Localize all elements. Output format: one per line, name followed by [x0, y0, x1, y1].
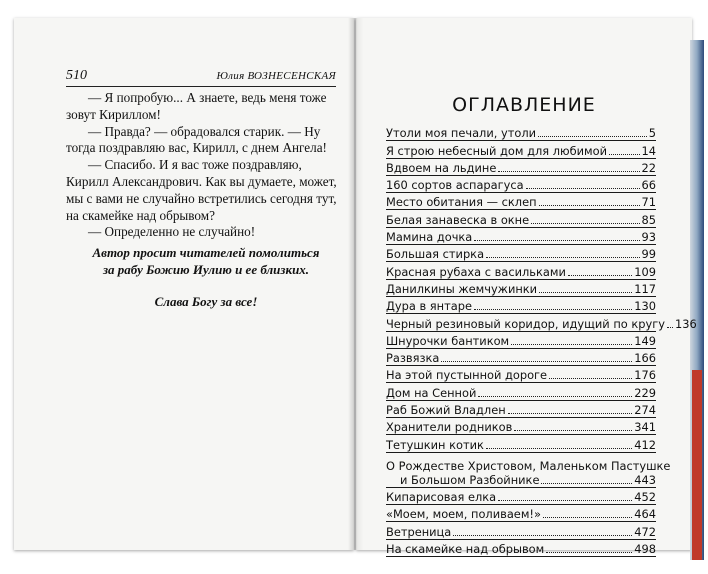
toc-entry — [386, 505, 656, 522]
toc-leader-dots — [508, 413, 633, 414]
toc-entry-title: Кипарисовая елка — [386, 489, 497, 504]
toc-entry — [386, 159, 656, 176]
story-ending-text — [66, 90, 346, 241]
toc-page-number: 109 — [634, 264, 656, 279]
toc-entry — [386, 141, 656, 158]
toc-entry-title: Шнурочки бантиком — [386, 333, 510, 348]
paragraph: — Правда? — обрадовался старик. — Ну тогда поздравляю вас, Кирилл, с днем Ангела! — [66, 123, 327, 156]
toc-page-number: 341 — [634, 420, 656, 435]
toc-leader-dots — [549, 378, 632, 379]
prayer-request — [66, 244, 346, 278]
toc-entry — [386, 366, 656, 383]
toc-entry — [386, 435, 656, 452]
toc-title: ОГЛАВЛЕНИЕ — [452, 94, 596, 116]
paragraph: — Спасибо. И я вас тоже поздравляю, Кирилл Александрович. Как вы думаете, может, мы с вами не случайно встретились сегодня тут, на скамейке над обрывом? — [66, 157, 337, 223]
toc-entry-title: Утоли моя печали, утоли — [386, 126, 537, 141]
toc-page-number: 498 — [634, 541, 656, 556]
toc-entry — [386, 349, 656, 366]
toc-leader-dots — [486, 448, 632, 449]
toc-entry — [386, 245, 656, 262]
toc-entry-title: «Моем, моем, поливаем!» — [386, 507, 541, 522]
open-book — [14, 10, 704, 562]
toc-page-number: 71 — [641, 195, 656, 210]
toc-page-number: 176 — [634, 368, 656, 383]
toc-page-number: 443 — [634, 472, 656, 487]
toc-entry — [386, 540, 656, 557]
running-head: Юлия ВОЗНЕСЕНСКАЯ — [216, 70, 336, 82]
toc-entry-title: Место обитания — склеп — [386, 195, 537, 210]
toc-entry — [386, 176, 656, 193]
toc-entry-title-cont: и Большом Разбойнике — [400, 472, 540, 487]
toc-entry-title: На этой пустынной дороге — [386, 368, 548, 383]
toc-entry — [386, 332, 656, 349]
toc-entry-title: Ветреница — [386, 524, 452, 539]
toc-entry-title: Красная рубаха с васильками — [386, 264, 566, 279]
toc-leader-dots — [543, 517, 632, 518]
toc-page-number: 472 — [634, 524, 656, 539]
toc-entry — [386, 383, 656, 400]
toc-leader-dots — [526, 188, 640, 189]
toc-page-number: 452 — [634, 489, 656, 504]
toc-leader-dots — [511, 344, 632, 345]
toc-page-number: 5 — [648, 126, 656, 141]
toc-entry — [386, 210, 656, 227]
toc-entry-title: Большая стирка — [386, 247, 485, 262]
toc-entry-title: Дура в янтаре — [386, 299, 472, 314]
toc-leader-dots — [514, 430, 632, 431]
page-header — [66, 68, 336, 87]
toc-leader-dots — [498, 500, 632, 501]
toc-entry — [386, 124, 656, 141]
toc-entry — [386, 193, 656, 210]
toc-entry — [386, 228, 656, 245]
page-number: 510 — [66, 68, 87, 83]
toc-leader-dots — [568, 275, 632, 276]
toc-page-number: 274 — [634, 403, 656, 418]
toc-entry-title: 160 сортов аспарагуса — [386, 178, 524, 193]
toc-leader-dots — [539, 205, 640, 206]
toc-leader-dots — [478, 396, 632, 397]
toc-entry-title: Вдвоем на льдине — [386, 160, 497, 175]
toc-page-number: 166 — [634, 351, 656, 366]
toc-entry-title: Данилкины жемчужинки — [386, 281, 538, 296]
toc-entry-title: На скамейке над обрывом — [386, 541, 545, 556]
toc-page-number: 22 — [641, 160, 656, 175]
toc-leader-dots — [441, 361, 632, 362]
toc-page-number: 93 — [641, 230, 656, 245]
toc-entry-title: Развязка — [386, 351, 440, 366]
toc-entry — [386, 522, 656, 539]
toc-leader-dots — [538, 136, 647, 137]
paragraph: — Определенно не случайно! — [88, 224, 256, 240]
toc-page-number: 136 — [674, 316, 697, 331]
toc-entry-title: Раб Божий Владлен — [386, 403, 506, 418]
toc-page-number: 85 — [641, 212, 656, 227]
toc-leader-dots — [667, 327, 673, 328]
toc-entry-title: Я строю небесный дом для любимой — [386, 143, 608, 158]
thanks-line: Слава Богу за все! — [154, 294, 258, 309]
toc-page-number: 14 — [641, 143, 656, 158]
toc-entry-title: Дом на Сенной — [386, 385, 477, 400]
prayer-line: Автор просит читателей помолиться — [92, 245, 320, 260]
toc-leader-dots — [541, 483, 632, 484]
toc-entry-line2 — [386, 473, 656, 487]
toc-page-number: 229 — [634, 385, 656, 400]
toc-page-number: 464 — [634, 507, 656, 522]
toc-leader-dots — [453, 535, 632, 536]
toc-leader-dots — [531, 223, 639, 224]
toc-entry — [386, 488, 656, 505]
toc-page-number: 130 — [634, 299, 656, 314]
toc-leader-dots — [486, 257, 639, 258]
toc-leader-dots — [539, 292, 632, 293]
toc-entry — [386, 418, 656, 435]
toc-leader-dots — [609, 154, 639, 155]
toc-entry — [386, 314, 697, 331]
toc-entry-title: Белая занавеска в окне — [386, 212, 530, 227]
toc-entry-title: Хранители родников — [386, 420, 513, 435]
toc-entry-title: Черный резиновый коридор, идущий по кругу — [386, 316, 665, 331]
cover-red-band — [692, 370, 702, 560]
toc-page-number: 66 — [641, 178, 656, 193]
toc-entry-title: О Рождестве Христовом, Маленьком Пастушке — [386, 458, 671, 473]
toc-entry — [386, 262, 656, 279]
toc-entry — [386, 280, 656, 297]
toc-page-number: 412 — [634, 437, 656, 452]
toc-leader-dots — [498, 171, 639, 172]
toc-entry-title: Тетушкин котик — [386, 437, 484, 452]
toc-page-number: 149 — [634, 333, 656, 348]
toc-leader-dots — [546, 552, 632, 553]
toc-entry — [386, 453, 671, 488]
table-of-contents — [386, 124, 697, 557]
toc-leader-dots — [474, 240, 639, 241]
toc-page-number: 99 — [641, 247, 656, 262]
toc-entry — [386, 401, 656, 418]
toc-leader-dots — [474, 309, 632, 310]
toc-entry-title: Мамина дочка — [386, 230, 473, 245]
prayer-line: за рабу Божию Иулию и ее близких. — [102, 262, 310, 277]
paragraph: — Я попробую... А знаете, ведь меня тоже зовут Кириллом! — [66, 90, 327, 122]
toc-entry — [386, 297, 656, 314]
toc-page-number: 117 — [634, 281, 656, 296]
